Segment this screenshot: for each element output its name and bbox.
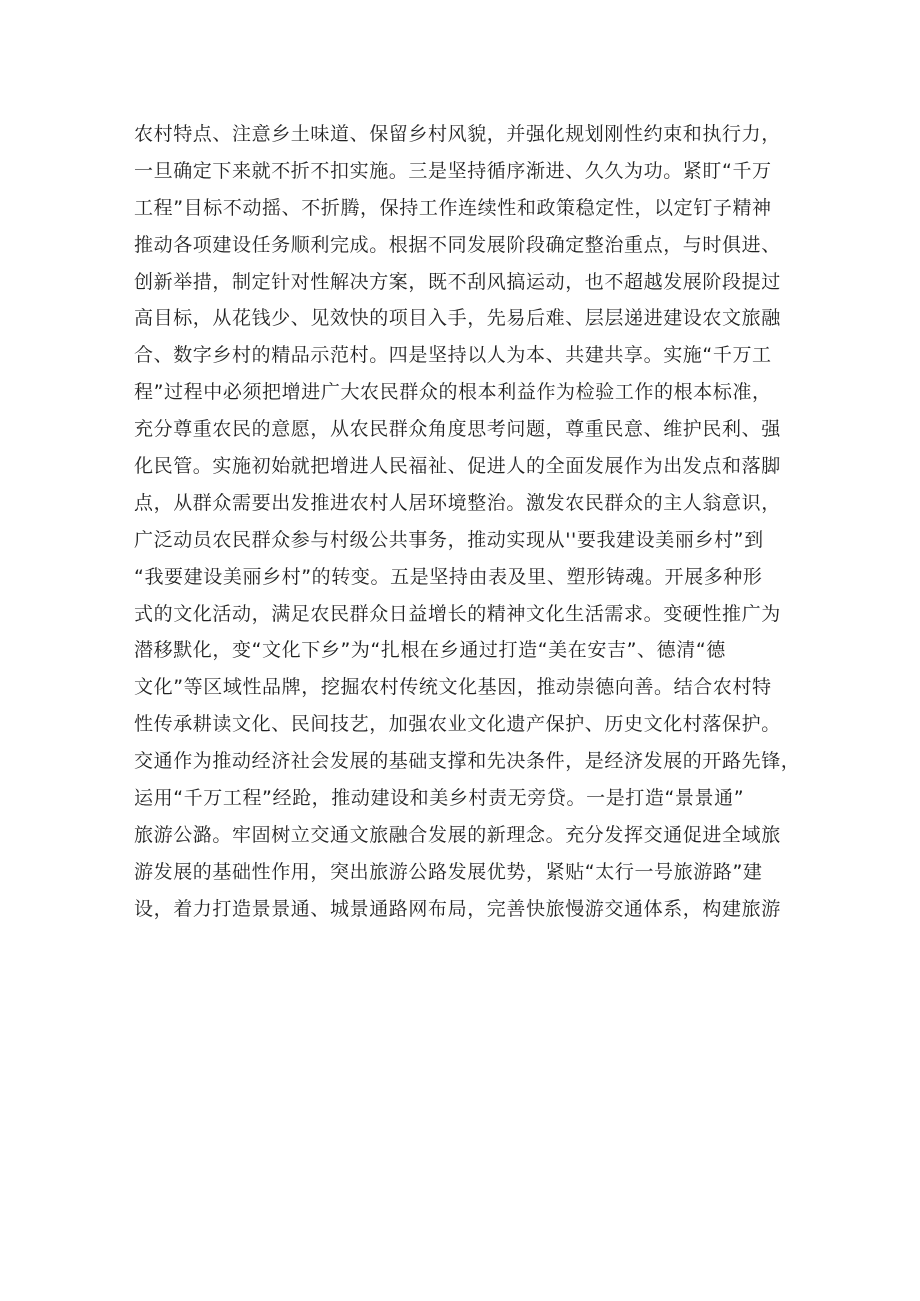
text-line: 文化”等区域性品牌，挖掘农村传统文化基因，推动崇德向善。结合农村特	[134, 676, 772, 699]
text-line: 交通作为推动经济社会发展的基础支撑和先决条件，是经济发展的开路先锋，	[134, 750, 801, 773]
text-line: 点，从群众需要出发推进农村人居环境整治。激发农民群众的主人翁意识，	[134, 491, 781, 514]
text-line: 潜移默化，变“文化下乡”为“扎根在乡通过打造“美在安吉”、德清“德	[134, 639, 726, 662]
text-line: 式的文化活动，满足农民群众日益增长的精神文化生活需求。变硬性推广为	[134, 602, 781, 625]
text-line: 高目标，从花钱少、见效快的项目入手，先易后难、层层递进建设农文旅融	[134, 307, 781, 330]
text-line: 广泛动员农民群众参与村级公共事务，推动实现从''要我建设美丽乡村”到	[134, 528, 764, 551]
text-line: “我要建设美丽乡村”的转变。五是坚持由表及里、塑形铸魂。开展多种形	[134, 565, 763, 588]
text-line: 化民管。实施初始就把增进人民福祉、促进人的全面发展作为出发点和落脚	[134, 455, 781, 478]
text-line: 工程”目标不动摇、不折腾，保持工作连续性和政策稳定性，以定钉子精神	[134, 196, 772, 219]
text-line: 合、数字乡村的精品示范村。四是坚持以人为本、共建共享。实施“千万工	[134, 344, 772, 367]
text-line: 游发展的基础性作用，突出旅游公路发展优势，紧贴“太行一号旅游路”建	[134, 860, 763, 883]
text-line: 充分尊重农民的意愿，从农民群众角度思考问题，尊重民意、维护民利、强	[134, 418, 781, 441]
text-line: 性传承耕读文化、民间技艺，加强农业文化遗产保护、历史文化村落保护。	[134, 713, 781, 736]
body-text	[134, 116, 801, 928]
text-line: 旅游公潞。牢固树立交通文旅融合发展的新理念。充分发挥交通促进全域旅	[134, 823, 781, 846]
text-line: 设，着力打造景景通、城景通路网布局，完善快旅慢游交通体系，构建旅游	[134, 897, 781, 920]
text-line: 农村特点、注意乡土味道、保留乡村风貌，并强化规划刚性约束和执行力，	[134, 123, 781, 145]
text-line: 创新举措，制定针对性解决方案，既不刮风搞运动，也不超越发展阶段提过	[134, 270, 781, 293]
text-line: 程”过程中必须把增进广大农民群众的根本利益作为检验工作的根本标准，	[134, 381, 772, 404]
text-line: 运用“千万工程”经跄，推动建设和美乡村责无旁贷。一是打造“景景通”	[134, 787, 745, 810]
text-line: 推动各项建设任务顺利完成。根据不同发展阶段确定整治重点，与时俱进、	[134, 233, 781, 256]
text-line: 一旦确定下来就不折不扣实施。三是坚持循序渐进、久久为功。紧盯“千万	[134, 159, 772, 182]
